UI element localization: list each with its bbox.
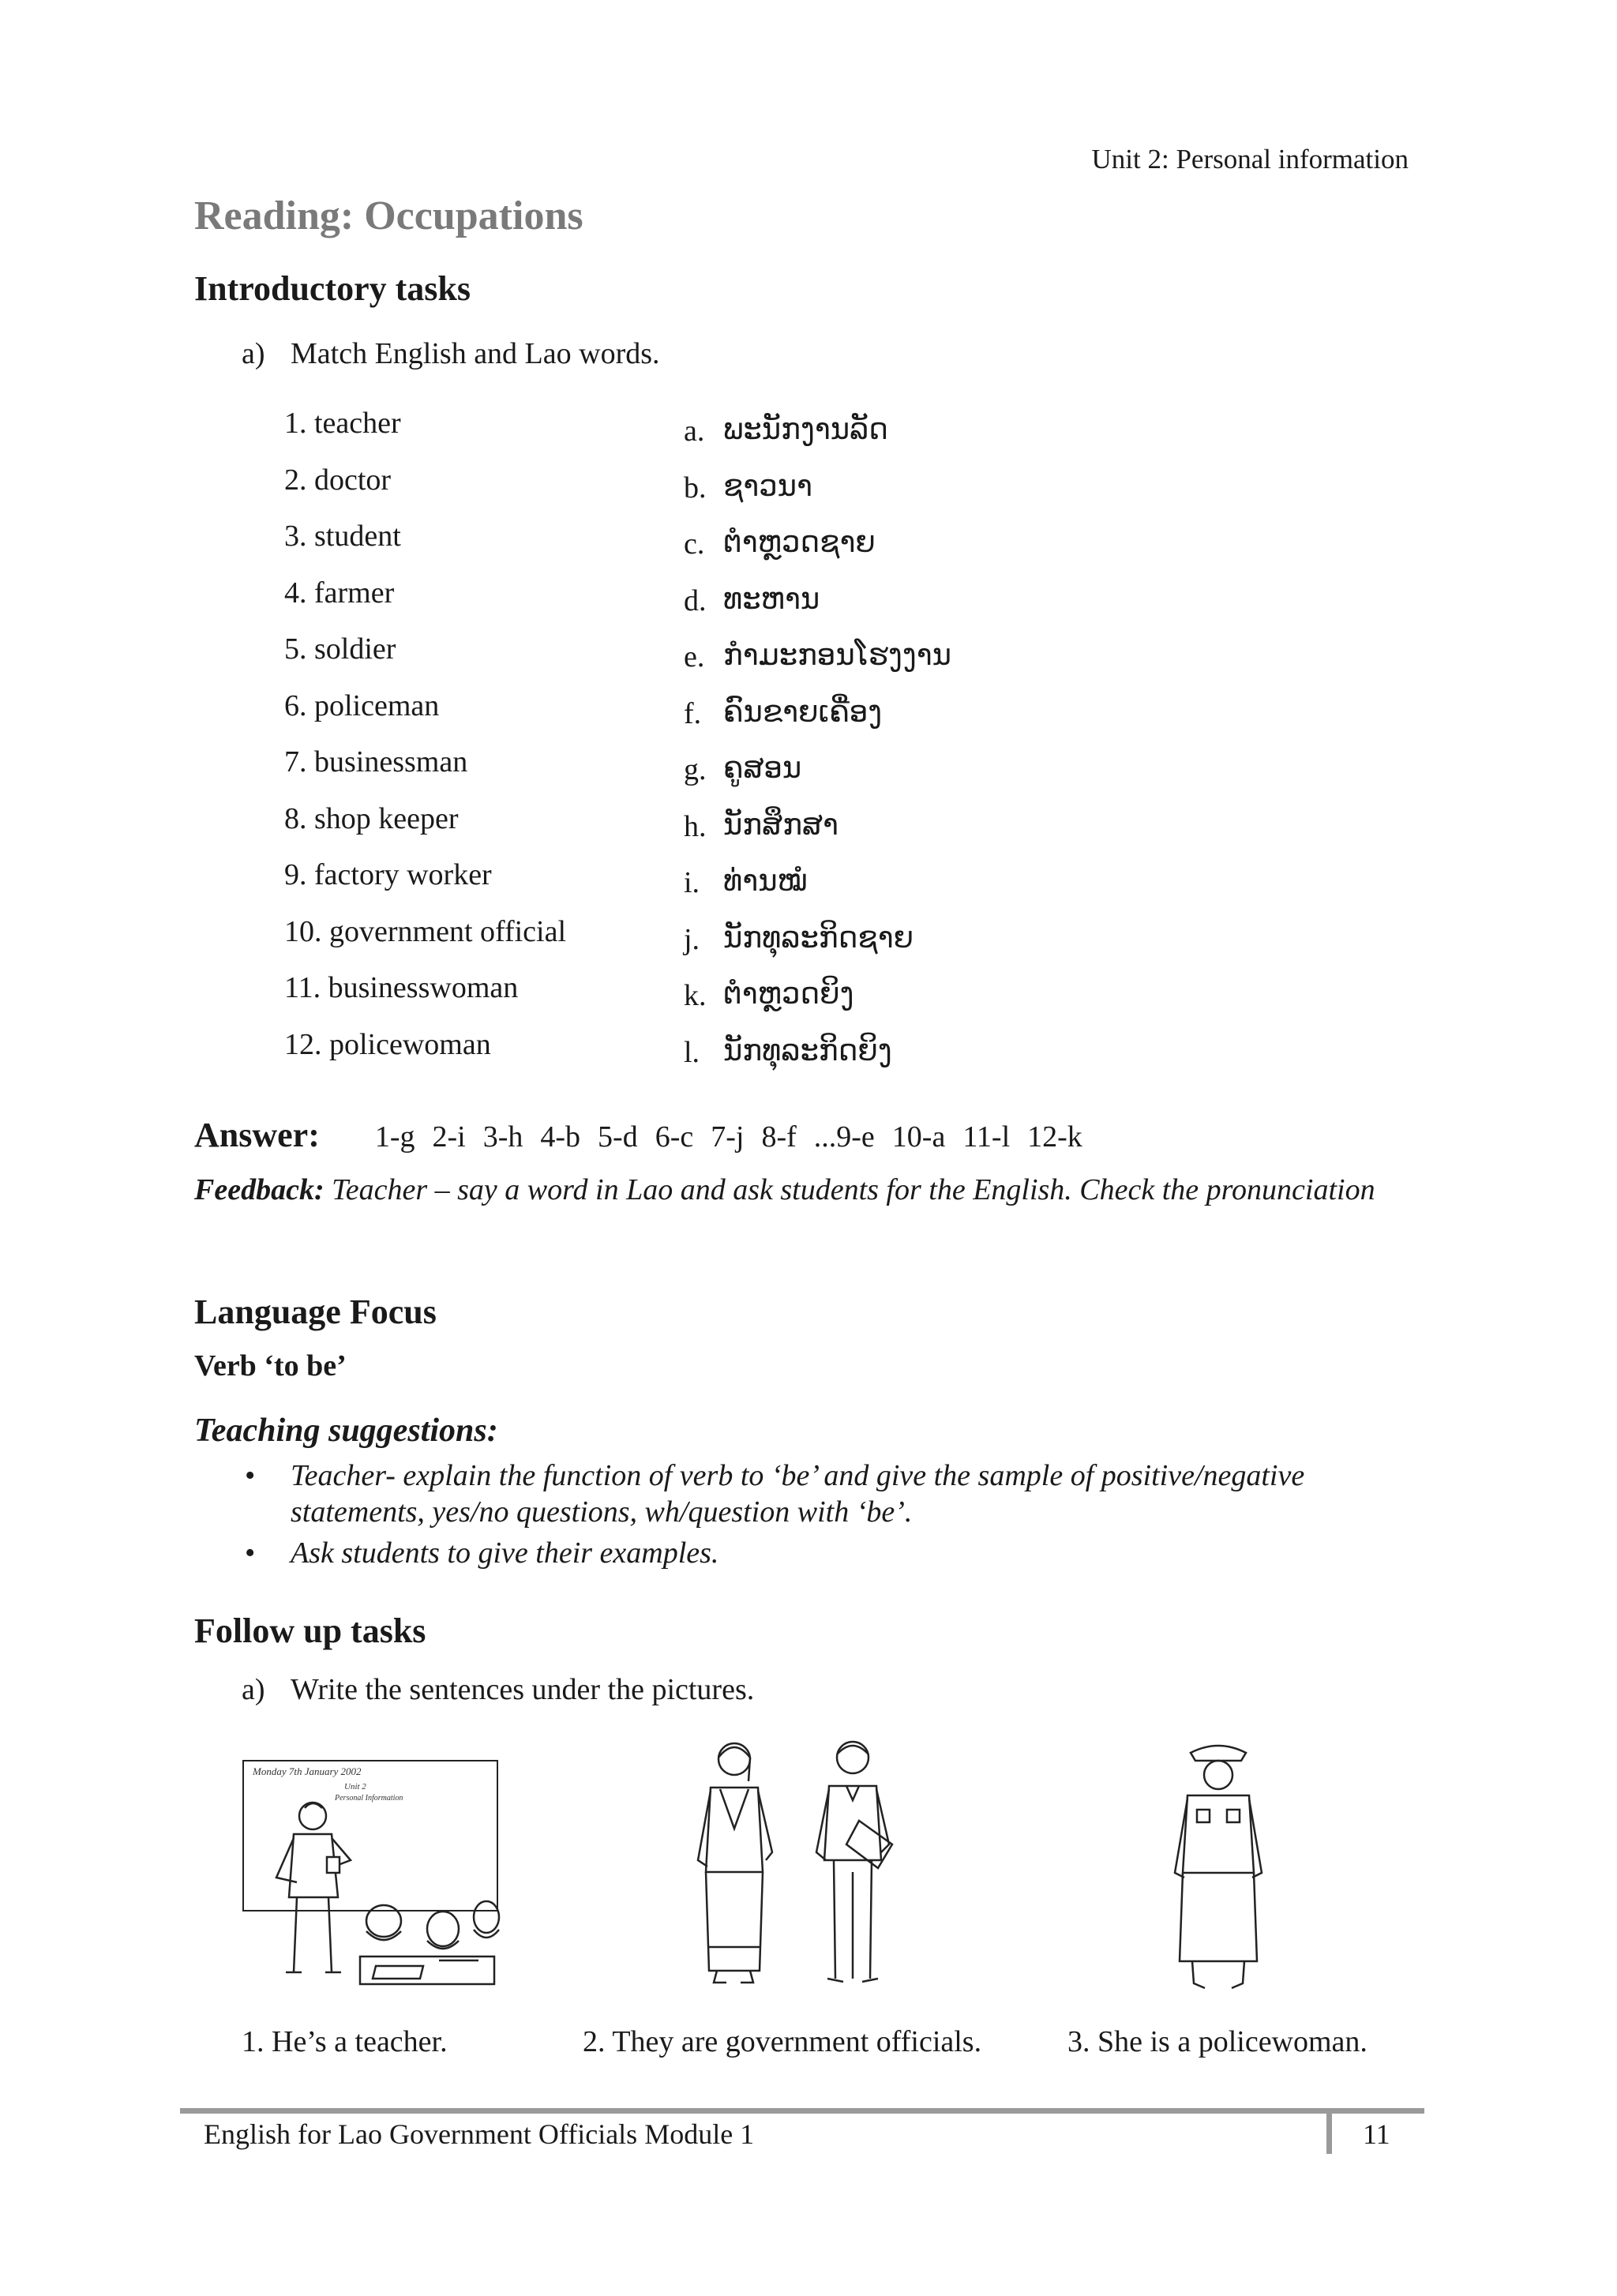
teacher-classroom-illustration	[242, 1759, 502, 1988]
lao-letter: e.	[684, 640, 705, 673]
english-word: 12. policewoman	[284, 1027, 491, 1061]
footer-divider	[1326, 2108, 1332, 2154]
section-title: Reading: Occupations	[194, 193, 583, 238]
english-word: 5. soldier	[284, 632, 396, 666]
lao-word: ຕຳຫຼວດຍິງ	[723, 977, 854, 1011]
teaching-heading: Teaching suggestions:	[194, 1412, 498, 1449]
answer-item: 11-l	[962, 1120, 1011, 1154]
english-word: 8. shop keeper	[284, 801, 459, 835]
caption-1: 1. He’s a teacher.	[242, 2025, 448, 2058]
teaching-bullets	[245, 1458, 1413, 1576]
feedback-text: Teacher – say a word in Lao and ask students for the English. Check the pronunciation	[332, 1173, 1375, 1206]
lao-word: ນັກທຸລະກິດຊາຍ	[723, 920, 914, 955]
intro-heading: Introductory tasks	[194, 269, 471, 308]
lao-word: ຕຳຫຼວດຊາຍ	[723, 525, 876, 559]
answer-item: 4-b	[540, 1120, 581, 1154]
answer-item: 8-f	[761, 1120, 797, 1154]
answer-items	[375, 1120, 1100, 1154]
answer-item: 10-a	[891, 1120, 946, 1154]
bullet-item	[245, 1458, 1413, 1530]
officials-illustration	[679, 1734, 916, 1994]
answer-item: 2-i	[432, 1120, 466, 1154]
answer-item: 12-k	[1027, 1120, 1082, 1154]
policewoman-illustration	[1159, 1739, 1277, 1993]
language-focus-heading: Language Focus	[194, 1292, 437, 1331]
footer-title: English for Lao Government Officials Module 1	[204, 2118, 755, 2150]
lao-word: ຄົນຂາຍເຄື່ອງ	[723, 694, 883, 729]
lao-word: ກຳມະກອນໂຮງງານ	[723, 638, 952, 672]
bullet-text: Ask students to give their examples.	[291, 1536, 719, 1570]
english-word: 7. businessman	[284, 745, 468, 778]
answer-item: 7-j	[711, 1120, 745, 1154]
english-word: 2. doctor	[284, 463, 392, 497]
lao-letter: b.	[684, 471, 707, 505]
lao-word: ຄູສອນ	[723, 751, 802, 785]
lao-letter: g.	[684, 753, 707, 786]
board-date: Monday 7th January 2002	[253, 1765, 362, 1777]
verb-subheading: Verb ‘to be’	[194, 1349, 347, 1382]
answer-label: Answer:	[194, 1116, 320, 1154]
feedback	[194, 1169, 1379, 1211]
feedback-label: Feedback:	[194, 1173, 325, 1206]
lao-letter: d.	[684, 583, 707, 617]
lao-letter: k.	[684, 979, 707, 1012]
lao-letter: i.	[684, 866, 700, 899]
lao-letter: a.	[684, 415, 705, 448]
lao-letter: c.	[684, 527, 705, 561]
bullet-symbol: •	[245, 1536, 256, 1570]
lao-word: ທ່ານໝໍ	[723, 864, 808, 898]
follow-up-instruction: Write the sentences under the pictures.	[291, 1673, 755, 1706]
board-unit: Unit 2	[344, 1782, 366, 1791]
lao-letter: l.	[684, 1035, 700, 1069]
lao-letter: j.	[684, 922, 700, 956]
lao-word: ນັກທຸລະກິດຍິງ	[723, 1033, 892, 1067]
english-word: 3. student	[284, 520, 401, 553]
follow-up-instruction-marker: a)	[242, 1673, 265, 1706]
answer-item: 1-g	[374, 1120, 415, 1154]
answer-item: ...9-e	[813, 1120, 875, 1154]
lao-word: ຊາວນາ	[723, 468, 812, 503]
lao-word: ພະນັກງານລັດ	[723, 412, 888, 446]
bullet-text: Teacher- explain the function of verb to ‘be’ and give the sample of positive/negative statements, yes/no questions, wh/question with ‘be’.	[291, 1459, 1305, 1529]
running-header: Unit 2: Personal information	[1091, 144, 1409, 174]
english-word: 6. policeman	[284, 688, 440, 722]
english-word: 11. businesswoman	[284, 971, 519, 1004]
caption-3: 3. She is a policewoman.	[1067, 2025, 1368, 2058]
english-word: 10. government official	[284, 914, 567, 948]
english-word: 9. factory worker	[284, 858, 492, 891]
lao-letter: f.	[684, 696, 702, 730]
lao-word: ນັກສຶກສາ	[723, 807, 839, 842]
intro-instruction-marker: a)	[242, 337, 265, 370]
answer-item: 5-d	[598, 1120, 638, 1154]
bullet-symbol: •	[245, 1459, 256, 1492]
answer-item: 6-c	[655, 1120, 694, 1154]
answer-row	[194, 1115, 1100, 1155]
caption-2: 2. They are government officials.	[583, 2025, 982, 2058]
answer-item: 3-h	[482, 1120, 523, 1154]
lao-word: ທະຫານ	[723, 581, 820, 616]
english-word: 4. farmer	[284, 576, 395, 610]
footer-rule	[180, 2108, 1424, 2114]
intro-instruction: Match English and Lao words.	[291, 337, 660, 370]
lao-letter: h.	[684, 809, 707, 843]
english-word: 1. teacher	[284, 407, 401, 440]
follow-up-heading: Follow up tasks	[194, 1611, 426, 1650]
board-topic: Personal Information	[335, 1794, 403, 1803]
page-number: 11	[1363, 2118, 1390, 2150]
bullet-item	[245, 1535, 1413, 1571]
